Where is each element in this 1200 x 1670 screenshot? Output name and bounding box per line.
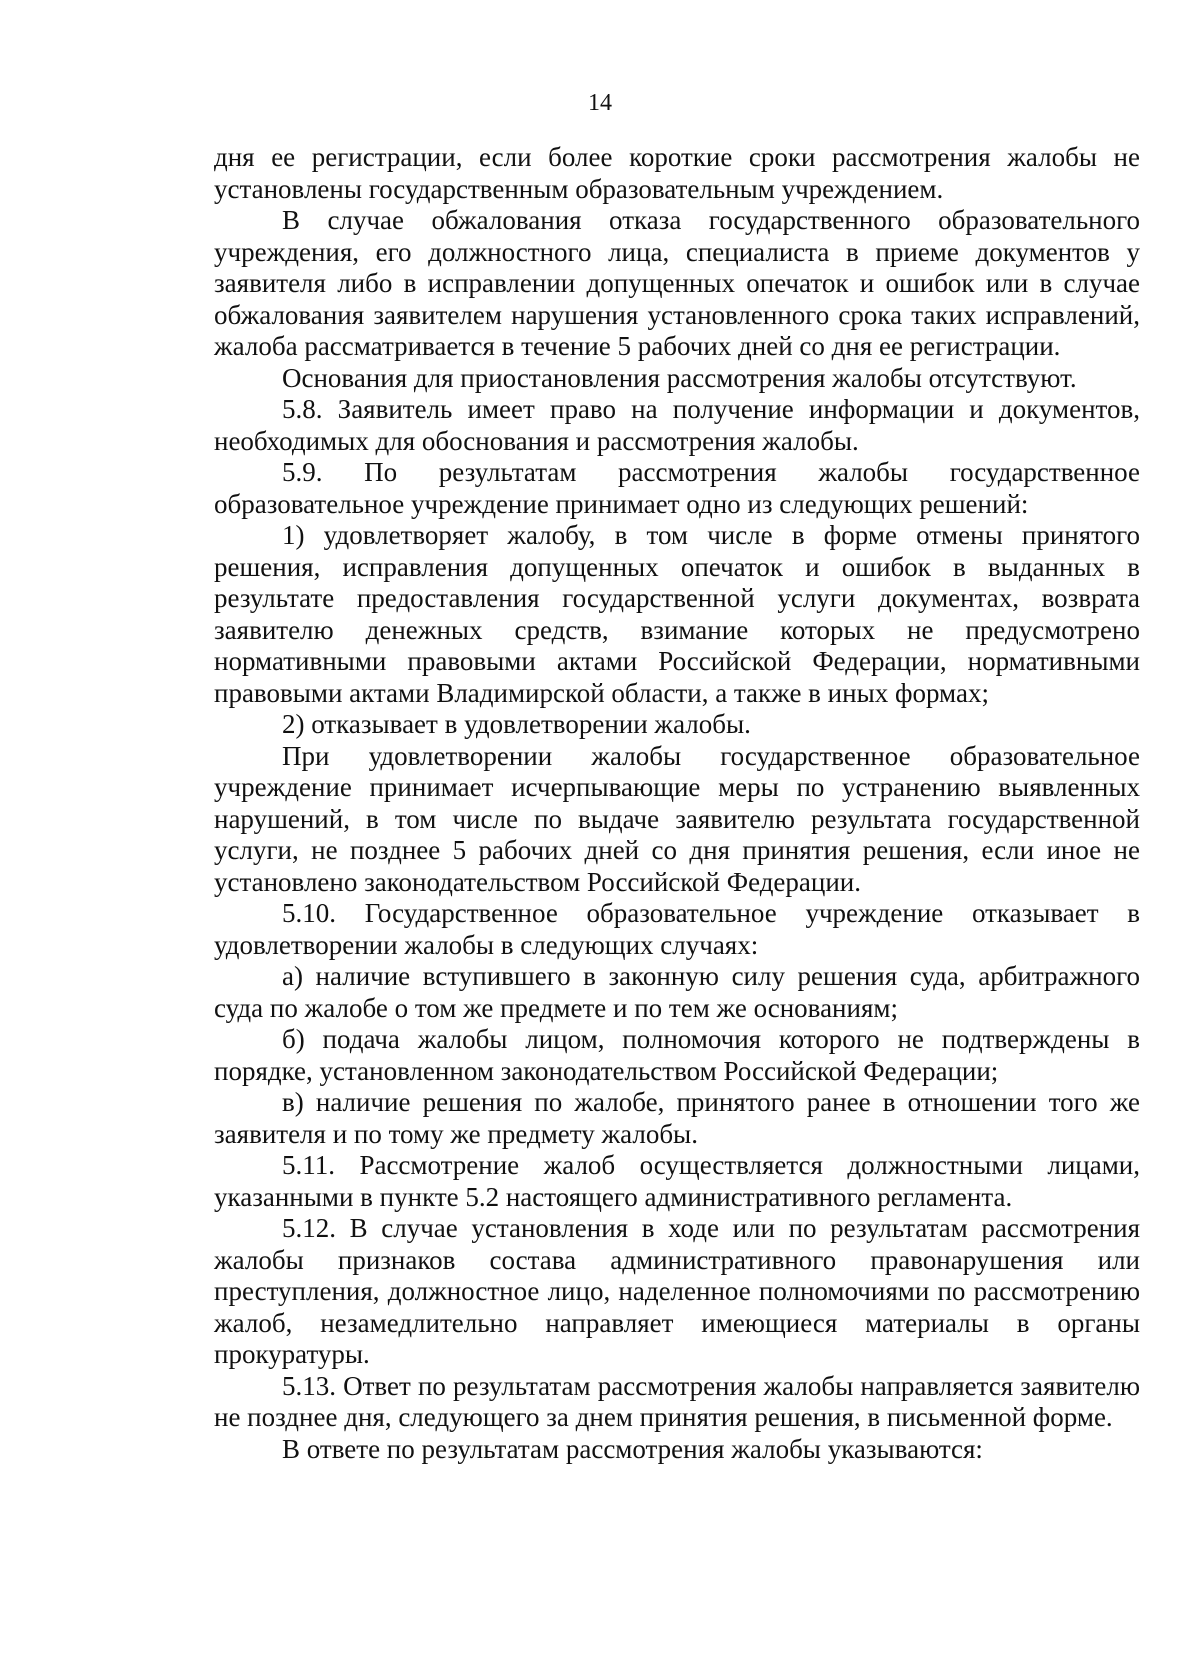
paragraph-5-11: 5.11. Рассмотрение жалоб осуществляется должностными лицами, указанными в пункте 5.2 настоящего административного регламента. — [214, 1150, 1140, 1212]
paragraph-appeal-refusal: В случае обжалования отказа государственного образовательного учреждения, его должностного лица, специалиста в приеме документов у заявителя либо в исправлении допущенных опечаток и ошибок или в случае обжалования заявителем нарушения установленного срока таких исправлений, жалоба рассматривается в течение 5 рабочих дней со дня ее регистрации. — [214, 205, 1140, 361]
paragraph-5-9: 5.9. По результатам рассмотрения жалобы государственное образовательное учреждение принимает одно из следующих решений: — [214, 457, 1140, 519]
document-body — [214, 142, 1140, 1465]
page-number: 14 — [588, 90, 612, 116]
paragraph-5-10: 5.10. Государственное образовательное учреждение отказывает в удовлетворении жалобы в следующих случаях: — [214, 898, 1140, 960]
list-item-1: 1) удовлетворяет жалобу, в том числе в форме отмены принятого решения, исправления допущенных опечаток и ошибок в выданных в результате предоставления государственной услуги документах, возврата заявителю денежных средств, взимание которых не предусмотрено нормативными правовыми актами Российской Федерации, нормативными правовыми актами Владимирской области, а также в иных формах; — [214, 520, 1140, 708]
list-item-b: б) подача жалобы лицом, полномочия которого не подтверждены в порядке, установленном законодательством Российской Федерации; — [214, 1024, 1140, 1086]
list-item-v: в) наличие решения по жалобе, принятого ранее в отношении того же заявителя и по тому же предмету жалобы. — [214, 1087, 1140, 1149]
paragraph-satisfaction-measures: При удовлетворении жалобы государственное образовательное учреждение принимает исчерпывающие меры по устранению выявленных нарушений, в том числе по выдаче заявителю результата государственной услуги, не позднее 5 рабочих дней со дня принятия решения, если иное не установлено законодательством Российской Федерации. — [214, 740, 1140, 897]
paragraph-5-13: 5.13. Ответ по результатам рассмотрения жалобы направляется заявителю не позднее дня, следующего за днем принятия решения, в письменной форме. — [214, 1370, 1140, 1432]
paragraph-5-12: 5.12. В случае установления в ходе или по результатам рассмотрения жалобы признаков состава административного правонарушения или преступления, должностное лицо, наделенное полномочиями по рассмотрению жалоб, незамедлительно направляет имеющиеся материалы в органы прокуратуры. — [214, 1213, 1140, 1369]
paragraph-5-8: 5.8. Заявитель имеет право на получение информации и документов, необходимых для обоснования и рассмотрения жалобы. — [214, 394, 1140, 456]
list-item-2: 2) отказывает в удовлетворении жалобы. — [282, 709, 751, 739]
list-item-a: а) наличие вступившего в законную силу решения суда, арбитражного суда по жалобе о том же предмете и по тем же основаниям; — [214, 961, 1140, 1023]
paragraph-suspension-grounds: Основания для приостановления рассмотрения жалобы отсутствуют. — [282, 362, 1077, 393]
paragraph-answer-contents: В ответе по результатам рассмотрения жалобы указываются: — [282, 1433, 983, 1464]
paragraph-continuation: дня ее регистрации, если более короткие сроки рассмотрения жалобы не установлены государственным образовательным учреждением. — [214, 142, 1140, 204]
